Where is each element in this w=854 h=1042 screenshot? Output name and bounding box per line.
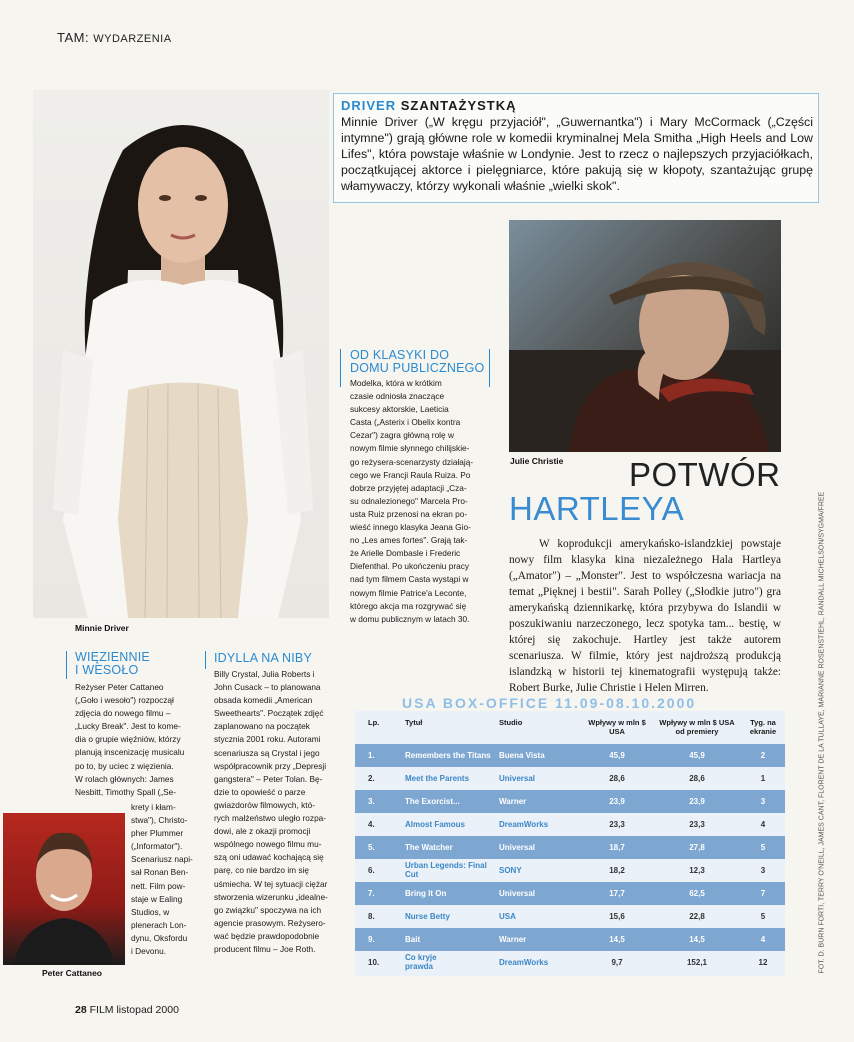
- peter-portrait-illustration: [3, 813, 125, 965]
- idylla-heading: IDYLLA NA NIBY: [214, 651, 312, 665]
- text-line: którego akcja ma rozgrywać się: [350, 600, 467, 611]
- text-line: Sweethearts". Początek zdjęć: [214, 708, 324, 719]
- text-line: rych małżeństwo uległo rozpa-: [214, 813, 327, 824]
- driver-text: Minnie Driver („W kręgu przyjaciół", „Guwernantka") i Mary McCormack („Części intymne") grają główne role w komedii kryminalnej Mela Smitha „High Heels and Low Lifes", która powstaje właśnie w Londynie. Jest to rzecz o najlepszych przyjaciółkach, początkującej aktorce i pielęgniarce, które pakują się w kłopoty, szantażując grupę włamywaczy, którzy wykonali właśnie „wielki skok".: [341, 115, 813, 193]
- table-header-cell: Tytuł: [405, 718, 423, 727]
- text-line: krety i kłam-: [131, 802, 176, 812]
- table-row: [355, 859, 785, 882]
- table-cell: Universal: [499, 889, 536, 898]
- table-cell: 14,5: [689, 935, 705, 944]
- text-line: W rolach głównych: James: [75, 773, 174, 784]
- text-line: staje w Ealing: [131, 893, 183, 904]
- table-cell: 2.: [368, 774, 375, 783]
- text-line: gangstera" – Peter Tolan. Bę-: [214, 773, 323, 784]
- table-row: [355, 813, 785, 836]
- table-cell: 22,8: [689, 912, 705, 921]
- table-cell: Meet the Parents: [405, 774, 470, 783]
- text-line: sukcesy aktorskie, Laeticia: [350, 404, 449, 415]
- driver-title: [341, 98, 517, 113]
- text-line: producent filmu – Joe Roth.: [214, 943, 316, 954]
- table-cell: SONY: [499, 866, 522, 875]
- text-line: Billy Crystal, Julia Roberts i: [214, 669, 315, 679]
- wiezienie-text: [75, 681, 210, 799]
- section-sublabel: WYDARZENIA: [93, 33, 172, 45]
- wiezienie-heading-line2: I WESOŁO: [75, 663, 139, 677]
- text-line: John Cusack – to planowana: [214, 682, 321, 693]
- table-cell: The Watcher: [405, 843, 453, 852]
- text-line: gwiazdorów filmowych, któ-: [214, 799, 315, 810]
- table-cell: 17,7: [609, 889, 625, 898]
- table-cell: 12,3: [689, 866, 705, 875]
- table-cell: 12: [758, 958, 768, 967]
- table-cell: 4: [760, 820, 766, 829]
- table-header-cell: Studio: [499, 718, 523, 727]
- table-cell: 1.: [368, 751, 375, 760]
- table-header-cell: Lp.: [368, 718, 380, 727]
- table-cell: Bring It On: [405, 889, 447, 898]
- table-cell: 3.: [368, 797, 375, 806]
- text-line: („Goło i wesoło") rozpoczął: [75, 695, 174, 706]
- text-line: go reżysera-scenarzysty działają-: [350, 456, 474, 467]
- text-line: „Lucky Break". Jest to kome-: [75, 721, 181, 732]
- section-header: [57, 30, 172, 45]
- idylla-text: [214, 668, 344, 956]
- wiezienie-heading-line1: WIĘZIENNIE: [75, 650, 150, 664]
- text-line: dzie to opowieść o parze: [214, 786, 306, 797]
- text-line: („Informator").: [131, 841, 183, 852]
- table-cell: 152,1: [686, 958, 708, 967]
- photo-minnie-driver: [33, 90, 329, 618]
- photo-julie-christie: [509, 220, 781, 452]
- table-row: [355, 790, 785, 813]
- text-line: stycznia 2001 roku. Autorami: [214, 734, 321, 745]
- table-header-cell: Wpływy w mln $ USA od premiery: [659, 718, 735, 736]
- text-line: pher Plummer: [131, 828, 184, 839]
- text-line: parę, co nie bardzo im się: [214, 865, 310, 876]
- text-line: stworzenia wizerunku „idealne-: [214, 891, 328, 902]
- text-line: sał Ronan Ben-: [131, 867, 189, 878]
- table-cell: 27,8: [689, 843, 705, 852]
- table-cell: 2: [760, 751, 766, 760]
- table-cell: 8.: [368, 912, 375, 921]
- text-line: wieść innego klasyka Jeana Gio-: [350, 522, 471, 533]
- potwor-title-line2: HARTLEYA: [509, 490, 685, 527]
- section-label: TAM:: [57, 30, 90, 45]
- text-line: dynu, Oksfordu: [131, 932, 188, 943]
- text-line: nad tym filmem Casta wystąpi w: [350, 574, 469, 585]
- text-line: wspólnego nowego filmu mu-: [214, 839, 322, 850]
- table-cell: 10.: [368, 958, 380, 967]
- text-line: Diefenthal. Po ukończeniu pracy: [350, 561, 469, 572]
- text-line: Scenariusz napi-: [131, 854, 193, 865]
- table-cell: 23,9: [689, 797, 705, 806]
- table-cell: Nurse Betty: [405, 912, 450, 921]
- text-line: i Devonu.: [131, 946, 167, 957]
- table-cell: 45,9: [609, 751, 625, 760]
- table-cell: Remembers the Titans: [405, 751, 491, 760]
- table-cell: Warner: [499, 935, 527, 944]
- text-line: Cezar") zagra główną rolę w: [350, 430, 454, 441]
- text-line: nett. Film pow-: [131, 880, 186, 891]
- wiezienie-text-narrow: [131, 801, 211, 958]
- table-cell: DreamWorks: [499, 820, 549, 829]
- text-line: że Arielle Dombasle i Frederic: [350, 548, 461, 559]
- text-line: obsada komedii „American: [214, 695, 313, 706]
- text-line: Nesbitt, Timothy Spall („Se-: [75, 786, 176, 797]
- text-line: zdjęcia do nowego filmu –: [75, 708, 171, 719]
- table-cell: 62,5: [689, 889, 705, 898]
- table-cell: Universal: [499, 774, 536, 783]
- table-row: [355, 744, 785, 767]
- table-cell: 9,7: [611, 958, 623, 967]
- text-line: czasie odniosła znaczące: [350, 391, 445, 402]
- text-line: usta Ruiz przenosi na ekran po-: [350, 508, 468, 519]
- table-cell: The Exorcist...: [405, 797, 460, 806]
- heading-rule: [66, 651, 67, 679]
- table-cell: Buena Vista: [499, 751, 545, 760]
- text-line: cego we Francji Raula Ruiza. Po: [350, 469, 471, 480]
- table-cell: Warner: [499, 797, 527, 806]
- table-cell: Urban Legends: Final Cut: [405, 861, 487, 879]
- table-cell: 5: [760, 843, 766, 852]
- table-cell: 5.: [368, 843, 375, 852]
- text-line: Reżyser Peter Cattaneo: [75, 682, 164, 692]
- text-line: su odnalezionego" Marcela Pro-: [350, 495, 468, 506]
- text-line: po to, by uciec z więzienia.: [75, 760, 174, 771]
- driver-article-box: [333, 93, 819, 203]
- text-line: plenerach Lon-: [131, 919, 187, 930]
- table-row: [355, 836, 785, 859]
- table-row: [355, 882, 785, 905]
- table-cell: 28,6: [689, 774, 705, 783]
- boxoffice-table: [355, 711, 785, 976]
- text-line: wać będzie prawdopodobnie: [214, 930, 320, 941]
- table-cell: Universal: [499, 843, 536, 852]
- driver-title-blue: DRIVER: [341, 98, 397, 113]
- text-line: nowym filmie słynnego chilijskie-: [350, 443, 470, 454]
- table-cell: 23,3: [689, 820, 705, 829]
- table-cell: 1: [760, 774, 766, 783]
- od-klasyki-heading: [350, 349, 484, 375]
- table-cell: 15,6: [609, 912, 625, 921]
- table-cell: Bait: [405, 935, 421, 944]
- caption-julie: Julie Christie: [510, 456, 564, 466]
- table-cell: 5: [760, 912, 766, 921]
- text-line: planują inscenizację musicalu: [75, 747, 185, 758]
- photo-peter-cattaneo: [3, 813, 125, 965]
- page-footer: [75, 1004, 179, 1016]
- text-line: szą oni udawać kochającą się: [214, 852, 324, 863]
- table-cell: 7.: [368, 889, 375, 898]
- julie-portrait-illustration: [509, 220, 781, 452]
- text-line: dowi, ale z okazji promocji: [214, 826, 311, 837]
- text-line: w domu publicznym w latach 30.: [350, 613, 470, 624]
- od-klasyki-text: [350, 377, 490, 626]
- table-header-cell: Wpływy w mln $ USA: [588, 718, 646, 736]
- table-row: [355, 905, 785, 928]
- text-line: dia o grupie więźniów, którzy: [75, 734, 181, 745]
- table-cell: 4.: [368, 820, 375, 829]
- table-cell: USA: [499, 912, 516, 921]
- heading-rule: [340, 349, 341, 387]
- boxoffice-title: USA BOX-OFFICE 11.09-08.10.2000: [402, 695, 697, 711]
- text-line: no „Les ames fortes". Grają tak-: [350, 535, 468, 546]
- table-row: [355, 767, 785, 790]
- caption-peter: Peter Cattaneo: [42, 968, 102, 978]
- photo-credits: [812, 491, 826, 980]
- text-line: współpracownik przy „Depresji: [214, 760, 327, 771]
- text-line: Casta („Asterix i Obelix kontra: [350, 417, 461, 428]
- page-number: 28: [75, 1004, 87, 1016]
- table-header: [355, 711, 785, 744]
- table-cell: 3: [760, 797, 766, 806]
- table-cell: 6.: [368, 866, 375, 875]
- text-line: uśmiecha. W tej sytuacji ciężar: [214, 878, 328, 889]
- text-line: nowym filmie Patrice'a Leconte,: [350, 587, 467, 598]
- text-line: zaplanowano na początek: [214, 721, 310, 732]
- table-cell: 23,9: [609, 797, 625, 806]
- text-line: Studios, w: [131, 906, 170, 917]
- text-line: stwa"), Christo-: [131, 815, 188, 826]
- wiezienie-heading: [75, 651, 150, 677]
- table-cell: 14,5: [609, 935, 625, 944]
- table-cell: 18,7: [609, 843, 625, 852]
- table-row: [355, 951, 785, 974]
- text-line: dobrze przyjętej adaptacji „Cza-: [350, 482, 467, 493]
- table-header-cell: Tyg. na ekranie: [749, 718, 777, 736]
- heading-rule: [205, 651, 206, 669]
- table-cell: 9.: [368, 935, 375, 944]
- table-cell: 18,2: [609, 866, 625, 875]
- text-line: agencie prasowym. Reżysero-: [214, 917, 326, 928]
- photo-credits-text: FOT. D. BURN FORTI, TERRY O'NEILL, JAMES CANT, FLORENT DE LA TULLAYE, MARIANNE ROSENSTIEHL, RANDALL MICHELSON/SYGMA/FREE: [818, 491, 826, 974]
- potwor-text: W koprodukcji amerykańsko-islandzkiej powstaje nowy film klasyka kina niezależnego Hala Hartleya („Amator") – „Monster". Jest to współczesna wariacja na temat „Pięknej i bestii". Sarah Polley („Słodkie jutro") gra amerykańską dziennikarkę, która przybywa do Islandii w poszukiwaniu narzeczonego, lecz spotyka tam... bestię, w której się zakochuje. Hartley jest także autorem scenariusza. W filmie, który jest najdroższą produkcją islandzką w historii tej kinematografii występują także: Robert Burke, Julie Christie i Helen Mirren.: [509, 538, 781, 694]
- potwor-title-line1: POTWÓR: [629, 456, 781, 493]
- text-line: Modelka, która w krótkim: [350, 378, 442, 388]
- table-cell: 23,3: [609, 820, 625, 829]
- table-cell: Co kryje prawda: [405, 953, 437, 971]
- table-row: [355, 928, 785, 951]
- od-klasyki-heading-line1: OD KLASYKI DO: [350, 348, 450, 362]
- portrait-illustration: [33, 90, 329, 618]
- table-cell: 4: [760, 935, 766, 944]
- caption-minnie: Minnie Driver: [75, 623, 129, 633]
- table-cell: 3: [760, 866, 766, 875]
- text-line: scenariusza są Crystal i jego: [214, 747, 320, 758]
- table-cell: Almost Famous: [405, 820, 466, 829]
- text-line: go związku" spoczywa na ich: [214, 904, 322, 915]
- table-cell: 28,6: [609, 774, 625, 783]
- driver-title-black: SZANTAŻYSTKĄ: [400, 98, 517, 113]
- table-cell: 45,9: [689, 751, 705, 760]
- od-klasyki-heading-line2: DOMU PUBLICZNEGO: [350, 361, 485, 375]
- table-cell: DreamWorks: [499, 958, 549, 967]
- table-cell: 7: [760, 889, 766, 898]
- magazine-issue: FILM listopad 2000: [89, 1004, 179, 1016]
